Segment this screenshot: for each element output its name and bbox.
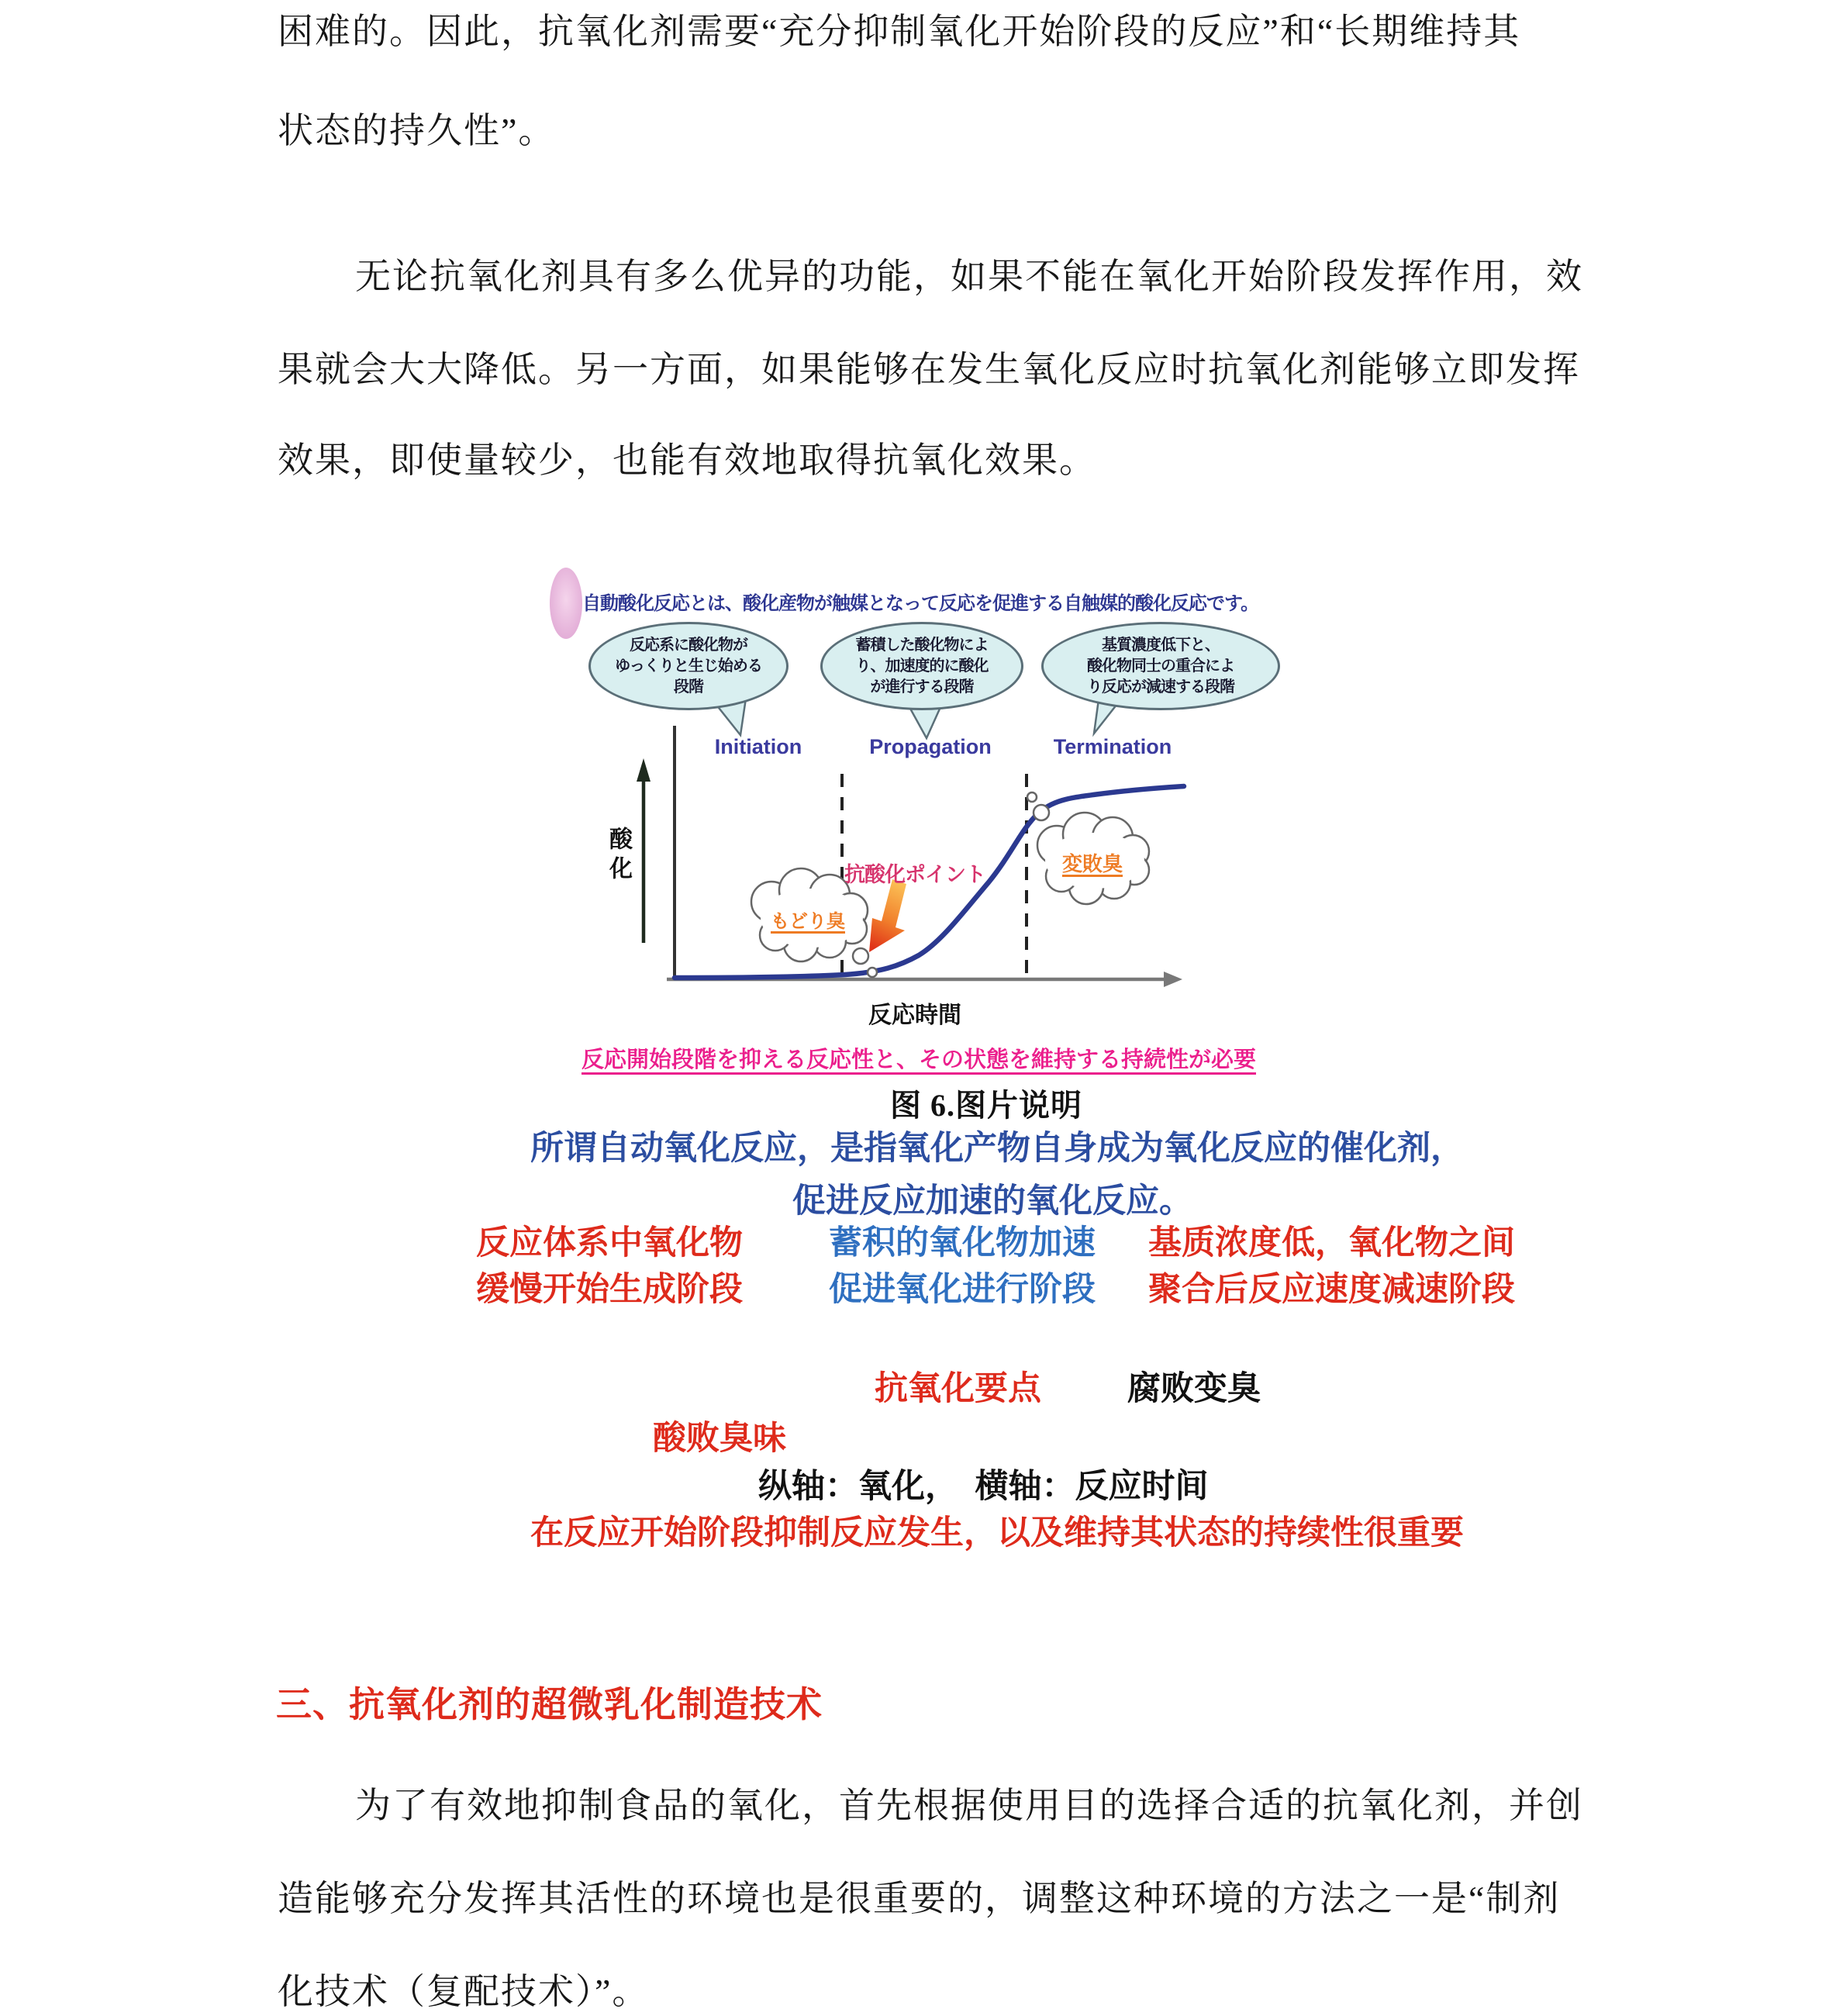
paragraph2-line1: 无论抗氧化剂具有多么优异的功能，如果不能在氧化开始阶段发挥作用，效 xyxy=(355,257,1583,296)
bubble-line: 基質濃度低下と、 xyxy=(1102,636,1220,654)
odor-cloud-left-label: もどり臭 xyxy=(771,911,845,932)
bubble-line: が進行する段階 xyxy=(870,678,974,696)
bubble-line: り、加速度的に酸化 xyxy=(855,657,989,675)
speech-bubble-termination xyxy=(1041,622,1280,710)
phase-label-initiation: Initiation xyxy=(714,735,802,758)
translation-blue-line1: 所谓自动氧化反应，是指氧化产物自身成为氧化反应的催化剂， xyxy=(530,1131,1464,1167)
bubble-line: り反応が減速する段階 xyxy=(1087,678,1234,696)
conclusion-translation: 在反应开始阶段抑制反应发生，以及维持其状态的持续性很重要 xyxy=(530,1515,1464,1552)
bubble-line: 段階 xyxy=(674,678,703,696)
figure-autoxidation-diagram xyxy=(539,557,1299,1078)
bubble-line: 蓄積した酸化物によ xyxy=(855,636,989,654)
pink-bullet-ellipse-icon xyxy=(550,568,582,639)
bubble-line: ゆっくりと生じ始める xyxy=(615,657,762,675)
section3-heading: 三、抗氧化剂的超微乳化制造技术 xyxy=(276,1685,823,1724)
column-line: 蓄积的氧化物加速 xyxy=(829,1225,1096,1262)
column-line: 反应体系中氧化物 xyxy=(476,1225,743,1262)
odor-cloud-right-label: 変敗臭 xyxy=(1061,852,1123,875)
speech-bubble-propagation xyxy=(820,622,1023,710)
paragraph1-line1: 困难的。因此，抗氧化剂需要“充分抑制氧化开始阶段的反应”和“长期维持其 xyxy=(278,12,1521,51)
translation-blue-line2: 促进反应加速的氧化反应。 xyxy=(792,1183,1192,1220)
x-axis-label: 反応時間 xyxy=(868,1003,961,1028)
spoilage-odor-translation: 腐败变臭 xyxy=(1127,1371,1261,1407)
rancid-odor-translation: 酸败臭味 xyxy=(653,1421,786,1457)
phase-label-propagation: Propagation xyxy=(869,735,992,758)
column-line: 聚合后反应速度减速阶段 xyxy=(1148,1272,1515,1308)
antioxidant-point-annotation: 抗酸化ポイント xyxy=(844,863,985,886)
translation-column-initiation xyxy=(476,1224,743,1317)
y-axis-label: 酸化 xyxy=(606,827,631,885)
paragraph2-line2: 果就会大大降低。另一方面，如果能够在发生氧化反应时抗氧化剂能够立即发挥 xyxy=(278,350,1580,389)
figure-footnote: 反応開始段階を抑える反応性と、その状態を維持する持続性が必要 xyxy=(581,1048,1256,1072)
figure-headline: 自動酸化反応とは、酸化産物が触媒となって反応を促進する自触媒的酸化反応です。 xyxy=(582,593,1259,614)
paragraph3-line3: 化技术（复配技术）”。 xyxy=(278,1972,650,2011)
paragraph3-line2: 造能够充分发挥其活性的环境也是很重要的，调整这种环境的方法之一是“制剂 xyxy=(278,1879,1561,1918)
paragraph1-line2: 状态的持久性”。 xyxy=(278,111,556,150)
phase-label-termination: Termination xyxy=(1053,735,1172,758)
bubble2-tail xyxy=(909,707,940,738)
y-axis-arrowhead-icon xyxy=(637,758,651,782)
bubble-line: 酸化物同士の重合によ xyxy=(1087,657,1234,675)
axis-note-translation: 纵轴：氧化， 横轴：反应时间 xyxy=(758,1469,1209,1505)
translation-column-propagation xyxy=(829,1224,1096,1317)
paragraph2-line3: 效果，即使量较少，也能有效地取得抗氧化效果。 xyxy=(278,440,1096,480)
column-line: 基质浓度低，氧化物之间 xyxy=(1148,1225,1515,1262)
bubble-line: 反応系に酸化物が xyxy=(630,636,747,654)
antioxidant-point-translation: 抗氧化要点 xyxy=(875,1371,1041,1407)
antioxidant-arrow-icon xyxy=(869,879,906,952)
figure-caption: 图 6.图片说明 xyxy=(890,1088,1082,1123)
column-line: 促进氧化进行阶段 xyxy=(829,1272,1096,1308)
paragraph3-line1: 为了有效地抑制食品的氧化，首先根据使用目的选择合适的抗氧化剂，并创 xyxy=(355,1786,1583,1825)
x-axis-arrowhead-icon xyxy=(1164,972,1182,987)
translation-column-termination xyxy=(1148,1224,1515,1317)
column-line: 缓慢开始生成阶段 xyxy=(476,1272,743,1308)
speech-bubble-initiation xyxy=(588,622,789,710)
